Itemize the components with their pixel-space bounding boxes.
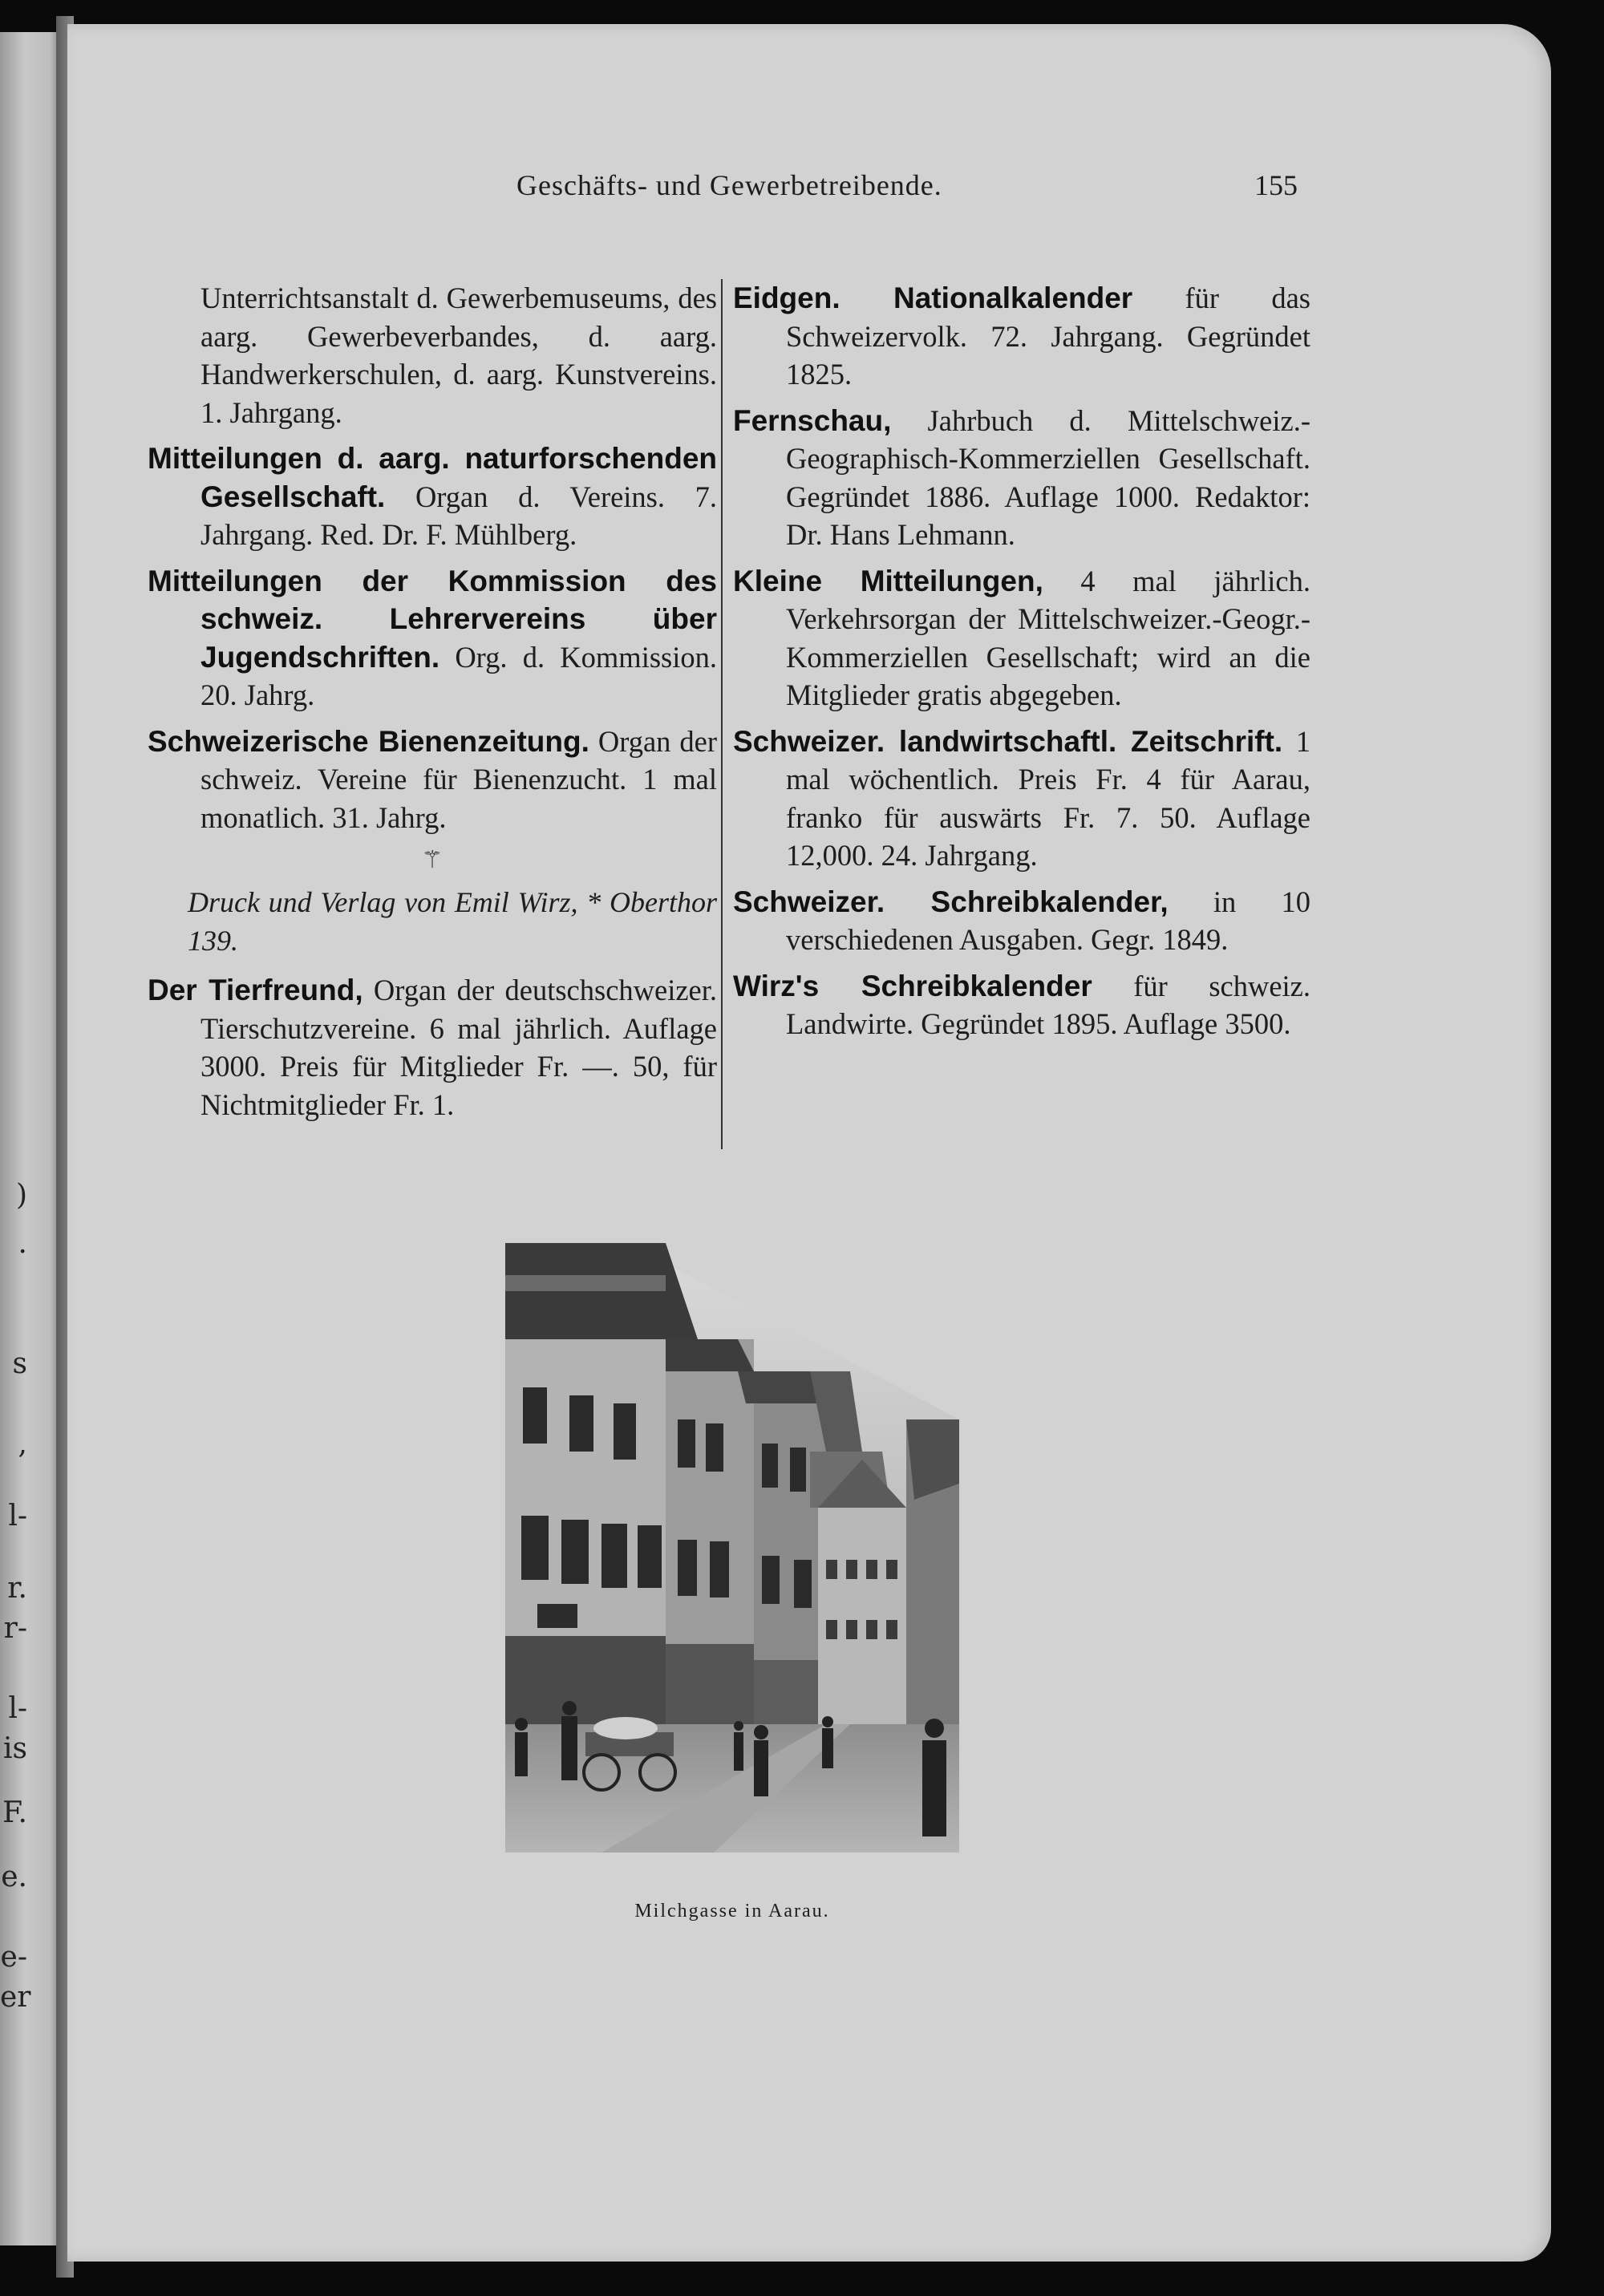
list-item bbox=[148, 971, 717, 1124]
entry-title: Wirz's Schreibkalender bbox=[733, 969, 1092, 1002]
entry-description: für das Schweizervolk. 72. Jahrgang. Gegründet 1825. bbox=[786, 281, 1310, 391]
entry-title: Mitteilungen der Kommission des schweiz. Lehrervereins über Jugendschriften. bbox=[148, 564, 717, 674]
entry-description: Jahrbuch d. Mittelschweiz.-Geographisch-Kommerziellen Gesellschaft. Gegründet 1886. Auflage 1000. Redaktor: Dr. Hans Lehmann. bbox=[786, 403, 1310, 551]
entry-description: Organ der deutschschweizer. Tierschutzvereine. 6 mal jährlich. Auflage 3000. Preis für Mitglieder Fr. —. 50, für Nichtmitglieder Fr. 1. bbox=[200, 974, 718, 1121]
list-item bbox=[733, 562, 1310, 715]
entry-description: Organ d. Vereins. 7. Jahrgang. Red. Dr. F. Mühlberg. bbox=[200, 480, 717, 551]
previous-page-fragment: l- bbox=[8, 1500, 27, 1533]
previous-page-fragment: is bbox=[3, 1732, 27, 1765]
previous-page-fragment: er bbox=[0, 1981, 31, 2014]
entry-title: Schweizer. Schreibkalender, bbox=[733, 885, 1169, 918]
list-item bbox=[733, 967, 1310, 1043]
entry-title: Schweizer. landwirtschaftl. Zeitschrift. bbox=[733, 724, 1283, 758]
entry-description: Organ der schweiz. Vereine für Bienenzucht. 1 mal monatlich. 31. Jahrg. bbox=[200, 724, 718, 834]
previous-page-fragment: e. bbox=[1, 1861, 27, 1893]
entry-description: 1 mal wöchentlich. Preis Fr. 4 für Aarau, franko für auswärts Fr. 7. 50. Auflage 12,000. 24. Jahrgang. bbox=[786, 724, 1310, 872]
street-photograph bbox=[505, 1243, 959, 1865]
entry-description: Org. d. Kommission. 20. Jahrg. bbox=[200, 640, 718, 711]
list-item bbox=[148, 279, 717, 431]
list-item bbox=[733, 279, 1310, 394]
previous-page-fragment: r- bbox=[3, 1612, 27, 1645]
running-header bbox=[196, 168, 1423, 209]
list-item bbox=[148, 439, 717, 554]
entry-description: Unterrichtsanstalt d. Gewerbemuseums, des aarg. Gewerbeverbandes, d. aarg. Handwerkerschulen, d. aarg. Kunstvereins. 1. Jahrgang. bbox=[200, 281, 717, 429]
previous-page-fragment: . bbox=[18, 1227, 27, 1260]
entry-title: Fernschau, bbox=[733, 403, 892, 437]
entry-title: Schweizerische Bienenzeitung. bbox=[148, 724, 589, 758]
section-ornament: ⚚ bbox=[421, 847, 444, 873]
book-page bbox=[67, 24, 1551, 2262]
right-column bbox=[733, 279, 1310, 1051]
printer-imprint: Druck und Verlag von Emil Wirz, * Oberthor 139. bbox=[188, 886, 717, 957]
previous-page-fragment: r. bbox=[7, 1572, 27, 1605]
column-divider bbox=[721, 279, 723, 1149]
figure-caption: Milchgasse in Aarau. bbox=[634, 1901, 830, 1921]
entry-title: Kleine Mitteilungen, bbox=[733, 564, 1043, 597]
entry-description: für schweiz. Landwirte. Gegründet 1895. Auflage 3500. bbox=[786, 969, 1311, 1040]
previous-page-edge bbox=[0, 32, 63, 2245]
entry-title: Eidgen. Nationalkalender bbox=[733, 281, 1133, 314]
entry-title: Der Tierfreund, bbox=[148, 974, 363, 1006]
previous-page-fragment: ) bbox=[15, 1179, 27, 1212]
list-item bbox=[733, 723, 1310, 875]
running-title: Geschäfts- und Gewerbetreibende. bbox=[516, 169, 942, 201]
previous-page-fragment: l- bbox=[8, 1692, 27, 1725]
entry-description: 4 mal jährlich. Verkehrsorgan der Mittelschweizer.-Geogr.-Kommerziellen Gesellschaft; wird an die Mitglieder gratis abgegeben. bbox=[786, 564, 1310, 711]
list-item bbox=[733, 883, 1310, 959]
left-column bbox=[148, 279, 717, 1132]
previous-page-fragment: e- bbox=[0, 1941, 27, 1974]
entry-title: Mitteilungen d. aarg. naturforschenden Gesellschaft. bbox=[148, 442, 717, 513]
page-number: 155 bbox=[1254, 169, 1298, 201]
previous-page-fragment: F. bbox=[2, 1796, 27, 1829]
previous-page-fragment: , bbox=[18, 1427, 27, 1460]
list-item bbox=[733, 402, 1310, 554]
list-item bbox=[148, 723, 717, 837]
entry-description: in 10 verschiedenen Ausgaben. Gegr. 1849. bbox=[786, 885, 1310, 956]
previous-page-fragment: s bbox=[12, 1347, 27, 1380]
list-item bbox=[148, 562, 717, 715]
